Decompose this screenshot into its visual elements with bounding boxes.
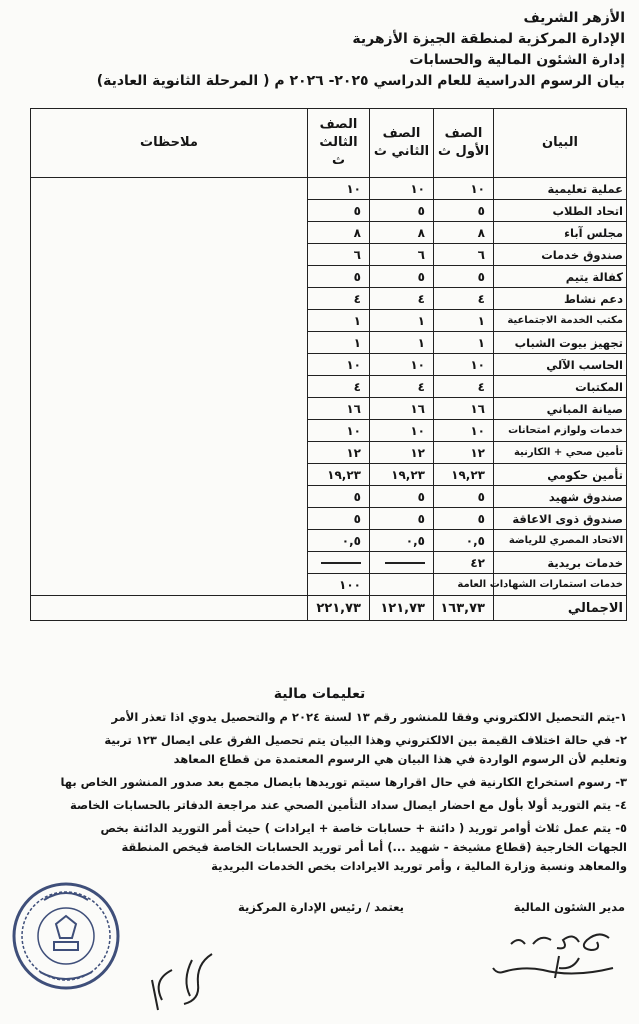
first-grade-cell: ٥ (434, 200, 494, 222)
fees-table (30, 108, 627, 621)
notes-cell (31, 200, 308, 222)
second-grade-cell: ١٠ (370, 178, 434, 200)
first-grade-cell: ٤ (434, 288, 494, 310)
item-cell: عملية تعليمية (494, 178, 627, 200)
instruction-line: وتعليم لأن الرسوم الواردة في هذا البيان هي الرسوم المعتمدة من قطاع المعاهد (173, 752, 627, 766)
instruction-line: والمعاهد ونسبة وزارة المالية ، وأمر توريد الايرادات بخص الخدمات البريدية (211, 859, 627, 873)
instruction-line: ١-يتم التحصيل الالكتروني وفقا للمنشور رقم ١٣ لسنة ٢٠٢٤ م والتحصيل يدوي اذا تعذر الأمر (111, 710, 627, 724)
instruction-line: ٢- في حالة اختلاف القيمة بين الالكتروني وهذا البيان يتم تحصيل الفرق على ايصال ١٢٣ تربية (104, 733, 627, 747)
third-grade-cell: ١٠ (308, 354, 370, 376)
table-row (31, 222, 627, 244)
finance-manager-signature (489, 918, 619, 988)
first-grade-cell: ٤٢ (434, 552, 494, 574)
first-grade-cell: ٨ (434, 222, 494, 244)
item-cell: تجهيز بيوت الشباب (494, 332, 627, 354)
dash-mark (321, 562, 361, 564)
second-grade-cell: ١ (370, 332, 434, 354)
header-line-3: إدارة الشئون المالية والحسابات (409, 52, 625, 68)
instructions-title: تعليمات مالية (273, 686, 366, 702)
item-cell: كفالة يتيم (494, 266, 627, 288)
item-cell: خدمات بريدية (494, 552, 627, 574)
third-grade-cell: ٦ (308, 244, 370, 266)
finance-manager-title: مدير الشئون المالية (513, 900, 625, 914)
table-row (31, 574, 627, 596)
second-grade-cell: ٨ (370, 222, 434, 244)
dash-mark (385, 562, 425, 564)
second-grade-cell: ١ (370, 310, 434, 332)
table-row (31, 178, 627, 200)
second-grade-cell: ١٢ (370, 442, 434, 464)
third-grade-cell: ٥ (308, 266, 370, 288)
second-grade-cell: ٥ (370, 266, 434, 288)
total-second: ١٢١,٧٣ (370, 596, 434, 621)
first-grade-cell: ١٩,٢٣ (434, 464, 494, 486)
first-grade-cell: ١٠ (434, 420, 494, 442)
notes-cell (31, 354, 308, 376)
second-grade-cell: ٤ (370, 376, 434, 398)
third-grade-cell: ٥ (308, 486, 370, 508)
table-row (31, 464, 627, 486)
notes-cell (31, 178, 308, 200)
notes-cell (31, 332, 308, 354)
item-cell: مجلس آباء (494, 222, 627, 244)
item-cell: صندوق شهيد (494, 486, 627, 508)
header-line-1: الأزهر الشريف (523, 10, 625, 26)
second-grade-cell: ٥ (370, 200, 434, 222)
table-row (31, 244, 627, 266)
first-grade-cell: ١٢ (434, 442, 494, 464)
second-grade-cell: ٥ (370, 508, 434, 530)
table-row (31, 310, 627, 332)
item-cell: خدمات ولوازم امتحانات (494, 420, 627, 442)
first-grade-cell: ١ (434, 332, 494, 354)
item-cell: صيانة المباني (494, 398, 627, 420)
table-row (31, 200, 627, 222)
col-header-notes: ملاحظات (31, 109, 308, 178)
first-grade-cell: ٥ (434, 486, 494, 508)
total-first: ١٦٣,٧٣ (434, 596, 494, 621)
item-cell: صندوق خدمات (494, 244, 627, 266)
third-grade-cell: ١٦ (308, 398, 370, 420)
table-row (31, 376, 627, 398)
third-grade-cell: ١٠ (308, 420, 370, 442)
third-grade-cell (308, 552, 370, 574)
notes-cell (31, 288, 308, 310)
table-header-row (31, 109, 627, 178)
third-grade-cell: ٨ (308, 222, 370, 244)
notes-cell (31, 244, 308, 266)
third-grade-cell: ٥ (308, 200, 370, 222)
second-grade-cell: ١٦ (370, 398, 434, 420)
table-row (31, 266, 627, 288)
table-row (31, 332, 627, 354)
table-row (31, 398, 627, 420)
item-cell: المكتبات (494, 376, 627, 398)
notes-cell (31, 486, 308, 508)
table-row (31, 288, 627, 310)
notes-cell (31, 442, 308, 464)
table-row (31, 442, 627, 464)
table-row (31, 530, 627, 552)
item-cell: تأمين صحي + الكارنية (494, 442, 627, 464)
col-header-second: الصف الثاني ث (370, 109, 434, 178)
second-grade-cell: ٠,٥ (370, 530, 434, 552)
second-grade-cell (370, 574, 434, 596)
total-label: الاجمالي (494, 596, 627, 621)
third-grade-cell: ١ (308, 310, 370, 332)
notes-cell (31, 508, 308, 530)
instruction-item (12, 731, 627, 769)
first-grade-cell: ٦ (434, 244, 494, 266)
table-row (31, 552, 627, 574)
instruction-line: الجهات الخارجية (قطاع مشيخة - شهيد ...) أما أمر توريد الحسابات الخاصة فيخص المنطقة (121, 840, 627, 854)
second-grade-cell: ١٩,٢٣ (370, 464, 434, 486)
third-grade-cell: ٤ (308, 376, 370, 398)
col-header-first: الصف الأول ث (434, 109, 494, 178)
third-grade-cell: ١٠٠ (308, 574, 370, 596)
item-cell: اتحاد الطلاب (494, 200, 627, 222)
notes-cell (31, 222, 308, 244)
instruction-line: ٥- يتم عمل ثلاث أوامر توريد ( دائنة + حسابات خاصة + ايرادات ) حيث أمر التوريد الدائنة بخص (100, 821, 627, 835)
notes-cell (31, 398, 308, 420)
col-header-third: الصف الثالث ث (308, 109, 370, 178)
notes-cell (31, 464, 308, 486)
second-grade-cell: ١٠ (370, 354, 434, 376)
second-grade-cell: ١٠ (370, 420, 434, 442)
item-cell: خدمات استمارات الشهادات العامة (494, 574, 627, 596)
instruction-line: ٤- يتم التوريد أولا بأول مع احضار ايصال سداد التأمين الصحي عند مراجعة الدفاتر بالحسابات الخاصة (70, 798, 627, 812)
first-grade-cell: ٠,٥ (434, 530, 494, 552)
first-grade-cell: ١ (434, 310, 494, 332)
document-header (5, 8, 625, 92)
third-grade-cell: ١ (308, 332, 370, 354)
item-cell: الحاسب الآلي (494, 354, 627, 376)
col-header-item: البيان (494, 109, 627, 178)
instruction-item (12, 796, 627, 815)
instructions-list (12, 708, 627, 880)
official-seal (10, 880, 122, 992)
third-grade-cell: ١٢ (308, 442, 370, 464)
instruction-item (12, 819, 627, 876)
notes-cell (31, 596, 308, 621)
instruction-item (12, 708, 627, 727)
notes-cell (31, 420, 308, 442)
table-row (31, 486, 627, 508)
table-row (31, 354, 627, 376)
table-row (31, 420, 627, 442)
notes-cell (31, 574, 308, 596)
first-grade-cell: ١٦ (434, 398, 494, 420)
first-grade-cell: ٥ (434, 266, 494, 288)
second-grade-cell: ٦ (370, 244, 434, 266)
central-admin-title: يعتمد / رئيس الإدارة المركزية (238, 900, 404, 914)
third-grade-cell: ١٩,٢٣ (308, 464, 370, 486)
second-grade-cell: ٤ (370, 288, 434, 310)
item-cell: مكتب الخدمة الاجتماعية (494, 310, 627, 332)
third-grade-cell: ٥ (308, 508, 370, 530)
second-grade-cell (370, 552, 434, 574)
first-grade-cell: ٥ (434, 508, 494, 530)
document-title: بيان الرسوم الدراسية للعام الدراسي ٢٠٢٥- ٢٠٢٦ م ( المرحلة الثانوية العادية) (96, 73, 625, 89)
notes-cell (31, 552, 308, 574)
table-body (31, 178, 627, 621)
notes-cell (31, 376, 308, 398)
first-grade-cell: ١٠ (434, 178, 494, 200)
first-grade-cell: ١٠ (434, 354, 494, 376)
total-third: ٢٢١,٧٣ (308, 596, 370, 621)
header-line-2: الإدارة المركزية لمنطقة الجيزة الأزهرية (352, 31, 625, 47)
third-grade-cell: ٤ (308, 288, 370, 310)
third-grade-cell: ١٠ (308, 178, 370, 200)
total-row (31, 596, 627, 621)
item-cell: تأمين حكومي (494, 464, 627, 486)
table-row (31, 508, 627, 530)
notes-cell (31, 530, 308, 552)
item-cell: الاتحاد المصري للرياضة (494, 530, 627, 552)
notes-cell (31, 266, 308, 288)
item-cell: دعم نشاط (494, 288, 627, 310)
third-grade-cell: ٠,٥ (308, 530, 370, 552)
first-grade-cell: ٤ (434, 376, 494, 398)
second-grade-cell: ٥ (370, 486, 434, 508)
central-admin-signature (122, 940, 222, 1020)
instruction-line: ٣- رسوم استخراج الكارنية في حال اقرارها سيتم توريدها بايصال مجمع بعد صدور المنشور الخاص بها (60, 775, 627, 789)
notes-cell (31, 310, 308, 332)
instruction-item (12, 773, 627, 792)
item-cell: صندوق ذوى الاعاقة (494, 508, 627, 530)
